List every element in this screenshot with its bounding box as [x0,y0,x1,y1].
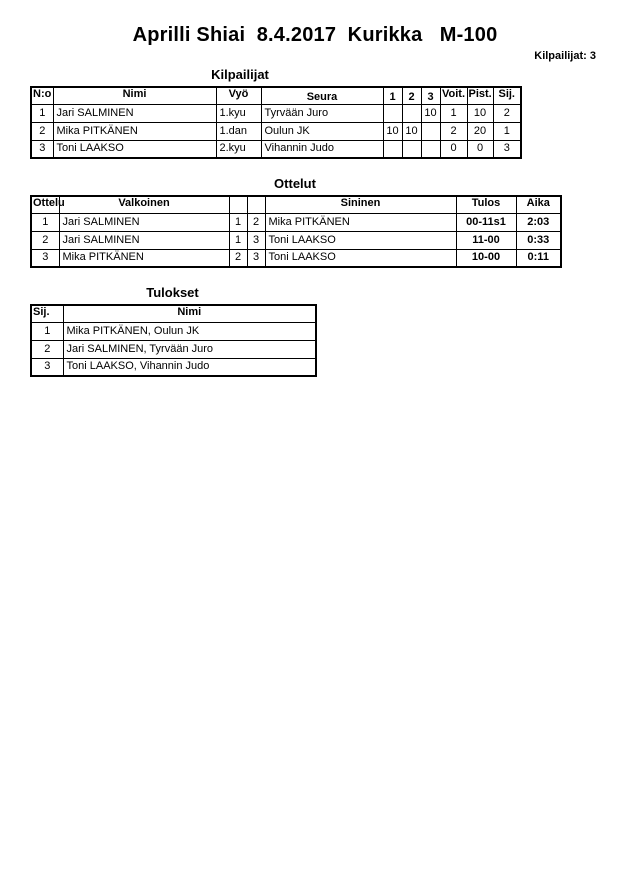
cell-valkoinen: Jari SALMINEN [59,231,229,249]
cell-no: 1 [31,104,53,122]
cell-sininen: Mika PITKÄNEN [265,213,456,231]
col-header-vyo: Vyö [216,87,261,104]
cell-aika: 2:03 [516,213,561,231]
table-row [31,249,561,267]
col-header-pist: Pist. [467,87,493,104]
col-header-tulos: Tulos [456,196,516,213]
tulokset-heading: Tulokset [146,285,199,300]
cell-blue-num: 2 [247,213,265,231]
cell-score-2 [402,104,421,122]
cell-seura: Vihannin Judo [261,140,383,158]
col-header-sininen: Sininen [265,196,456,213]
cell-nimi: Toni LAAKSO, Vihannin Judo [63,358,316,376]
col-header-no: N:o [31,87,53,104]
col-header-sij: Sij. [493,87,521,104]
cell-white-num: 1 [229,213,247,231]
cell-vyo: 1.kyu [216,104,261,122]
cell-score-1 [383,104,402,122]
ottelut-heading: Ottelut [274,176,316,191]
table-row [31,340,316,358]
cell-sij: 2 [493,104,521,122]
cell-score-1: 10 [383,122,402,140]
cell-nimi: Toni LAAKSO [53,140,216,158]
table-row [31,322,316,340]
cell-nimi: Jari SALMINEN [53,104,216,122]
table-row [31,231,561,249]
cell-blue-num: 3 [247,231,265,249]
table-row [31,358,316,376]
cell-blue-num: 3 [247,249,265,267]
cell-match-no: 1 [31,213,59,231]
page-title: Aprilli Shiai 8.4.2017 Kurikka M-100 [132,24,498,46]
cell-vyo: 1.dan [216,122,261,140]
cell-no: 3 [31,140,53,158]
cell-voit: 1 [440,104,467,122]
kilpailijat-table [30,86,522,159]
table-row [31,140,521,158]
cell-vyo: 2.kyu [216,140,261,158]
col-header-sij: Sij. [31,305,63,322]
cell-tulos: 10-00 [456,249,516,267]
tulokset-header-row [31,305,316,322]
cell-tulos: 00-11s1 [456,213,516,231]
ottelut-table [30,195,562,268]
col-header-seura: Seura [261,87,383,104]
cell-score-3: 10 [421,104,440,122]
col-header-ottelu: Ottelu [31,196,59,213]
cell-white-num: 2 [229,249,247,267]
cell-nimi: Mika PITKÄNEN [53,122,216,140]
col-header-valkoinen: Valkoinen [59,196,229,213]
cell-pist: 10 [467,104,493,122]
cell-valkoinen: Jari SALMINEN [59,213,229,231]
table-row [31,122,521,140]
col-header-wnum [229,196,247,213]
col-header-voit: Voit. [440,87,467,104]
cell-white-num: 1 [229,231,247,249]
col-header-nimi: Nimi [63,305,316,322]
col-header-2: 2 [402,87,421,104]
table-row [31,213,561,231]
col-header-3: 3 [421,87,440,104]
cell-pist: 20 [467,122,493,140]
cell-tulos: 11-00 [456,231,516,249]
cell-pist: 0 [467,140,493,158]
cell-seura: Oulun JK [261,122,383,140]
cell-voit: 0 [440,140,467,158]
ottelut-header-row [31,196,561,213]
cell-match-no: 2 [31,231,59,249]
col-header-aika: Aika [516,196,561,213]
cell-aika: 0:11 [516,249,561,267]
cell-sij: 1 [31,322,63,340]
cell-nimi: Jari SALMINEN, Tyrvään Juro [63,340,316,358]
tulokset-table [30,304,317,377]
cell-sij: 2 [31,340,63,358]
cell-score-2: 10 [402,122,421,140]
cell-nimi: Mika PITKÄNEN, Oulun JK [63,322,316,340]
col-header-bnum [247,196,265,213]
cell-no: 2 [31,122,53,140]
cell-sij: 3 [31,358,63,376]
cell-valkoinen: Mika PITKÄNEN [59,249,229,267]
cell-score-1 [383,140,402,158]
cell-score-2 [402,140,421,158]
col-header-1: 1 [383,87,402,104]
cell-aika: 0:33 [516,231,561,249]
competitors-count: Kilpailijat: 3 [534,50,596,62]
kilpailijat-heading: Kilpailijat [211,67,269,82]
cell-sij: 1 [493,122,521,140]
table-row [31,104,521,122]
cell-voit: 2 [440,122,467,140]
cell-sij: 3 [493,140,521,158]
cell-sininen: Toni LAAKSO [265,231,456,249]
cell-score-3 [421,122,440,140]
cell-score-3 [421,140,440,158]
cell-match-no: 3 [31,249,59,267]
kilpailijat-header-row [31,87,521,104]
col-header-nimi: Nimi [53,87,216,104]
cell-sininen: Toni LAAKSO [265,249,456,267]
cell-seura: Tyrvään Juro [261,104,383,122]
